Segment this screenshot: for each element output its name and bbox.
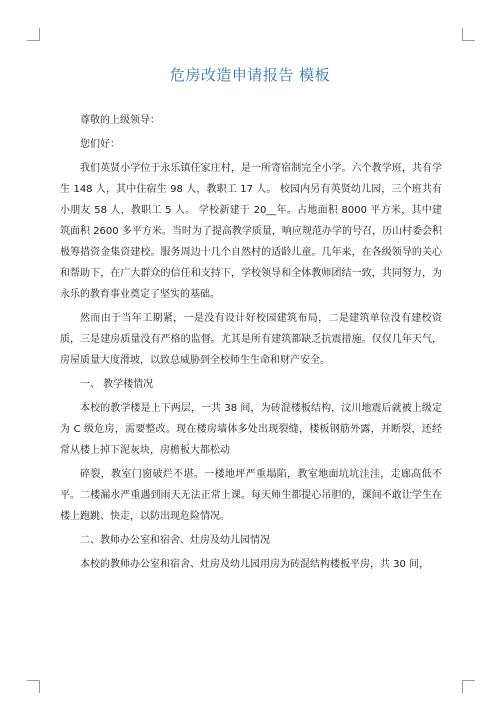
body-paragraph: 我们英贤小学位于永乐镇任家庄村，是一所寄宿制完全小学。六个教学班，共有学生 148 人，其中住宿生 98 人，教职工 17 人。 校园内另有英贤幼儿园，三个班共有小朋友 58 人，教职工 5 人。 学校新建于 20__年。占地面积 8000 平方米，其中建筑面积 2600 多平方米。当时为了提高教学质量，响应规范办学的号召，历山村委会积极筹措资金集资建校。服务周边十几个自然村的适龄儿童。几年来，在各级领导的关心和帮助下，在广大群众的信任和支持下，学校领导和全体教师团结一致，共同努力，为永乐的教育事业奠定了坚实的基础。	[60, 163, 442, 300]
body-paragraph: 然而由于当年工期紧，一是没有设计好校园建筑布局，二是建筑单位没有建校资质，三是建房质量没有严格的监督。尤其是所有建筑都缺乏抗震措施。仅仅几年天气，房屋质量大度滑坡，以致总威胁到全校师生生命和财产安全。	[60, 313, 442, 366]
body-paragraph: 碎裂，教室门窗破烂不堪。一楼地坪严重塌陷，教室地面坑坑洼洼，走廊高低不平。二楼漏水严重遇到雨天无法正常上课。每天师生都提心吊胆的，课间不敢让学生在楼上跑跳、快走，以防出现危险情况。	[60, 469, 442, 522]
body-paragraph: 本校的教师办公室和宿舍、灶房及幼儿园用房为砖混结构楼板平房，共 30 间，	[80, 559, 430, 570]
section-heading: 二、教师办公室和宿舍、灶房及幼儿园情况	[80, 535, 270, 546]
document-title: 危房改造申请报告 模板	[169, 66, 331, 84]
crop-mark-bottom-right	[462, 680, 475, 693]
body-paragraph: 本校的教学楼是上下两层，一共 38 间，为砖混楼板结构，汶川地震后就被上级定为 C 级危房，需要整改。现在楼房墙体多处出现裂缝，楼板钢筋外露，并断裂，还经常从楼上掉下泥灰块，房檐板大都松动	[60, 403, 442, 456]
document-body	[60, 110, 442, 578]
crop-mark-bottom-left	[27, 680, 40, 693]
crop-mark-top-left	[27, 28, 40, 41]
section-heading: 一、 教学楼情况	[80, 379, 154, 390]
salutation: 尊敬的上级领导：	[80, 115, 160, 126]
crop-mark-top-right	[462, 28, 475, 41]
greeting: 您们好：	[80, 139, 120, 150]
